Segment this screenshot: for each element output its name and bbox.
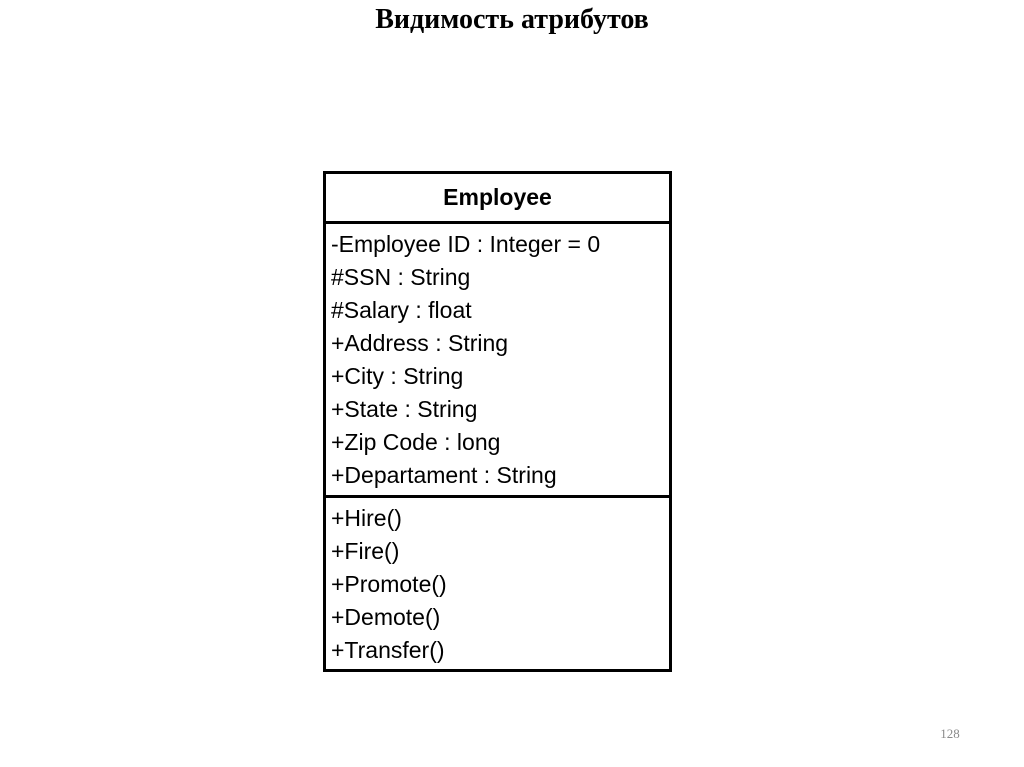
operation-promote: +Promote() <box>331 571 447 597</box>
operation-fire: +Fire() <box>331 538 400 564</box>
attribute-city: +City : String <box>331 363 464 389</box>
attribute-employee-id: -Employee ID : Integer = 0 <box>331 231 601 257</box>
page-number: 128 <box>940 726 960 741</box>
attribute-address: +Address : String <box>331 330 509 356</box>
operations-compartment <box>326 498 669 669</box>
attribute-salary: #Salary : float <box>331 297 472 323</box>
attribute-ssn: #SSN : String <box>331 264 471 290</box>
attribute-state: +State : String <box>331 396 478 422</box>
attributes-compartment <box>326 224 669 498</box>
class-name: Employee <box>326 174 669 224</box>
attribute-departament: +Departament : String <box>331 462 557 488</box>
uml-class-employee <box>323 171 672 672</box>
operation-demote: +Demote() <box>331 604 441 630</box>
operation-transfer: +Transfer() <box>331 637 445 663</box>
operation-hire: +Hire() <box>331 505 402 531</box>
slide-title: Видимость атрибутов <box>375 4 649 35</box>
attribute-zip-code: +Zip Code : long <box>331 429 501 455</box>
